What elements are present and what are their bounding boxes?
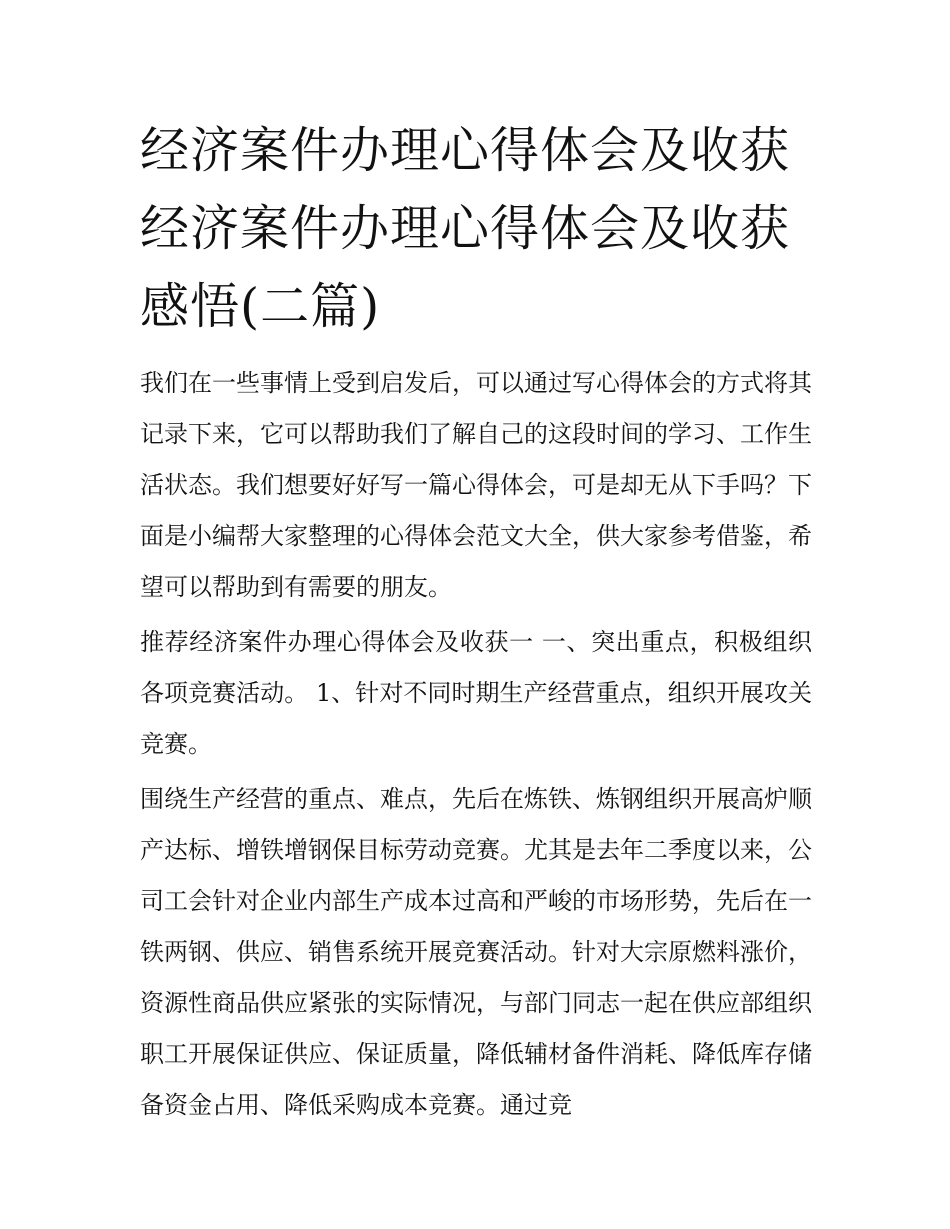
paragraph-competition: 围绕生产经营的重点、难点，先后在炼铁、炼钢组织开展高炉顺产达标、增铁增钢保目标劳动竞赛。尤其是去年二季度以来，公司工会针对企业内部生产成本过高和严峻的市场形势，先后在一铁两钢、供应、销售系统开展竞赛活动。针对大宗原燃料涨价，资源性商品供应紧张的实际情况，与部门同志一起在供应部组织职工开展保证供应、保证质量，降低辅材备件消耗、降低库存储备资金占用、降低采购成本竞赛。通过竞	[140, 785, 812, 1119]
document-title: 经济案件办理心得体会及收获经济案件办理心得体会及收获感悟(二篇)	[140, 122, 791, 335]
paragraph-intro: 我们在一些事情上受到启发后，可以通过写心得体会的方式将其记录下来，它可以帮助我们了解自己的这段时间的学习、工作生活状态。我们想要好好写一篇心得体会，可是却无从下手吗？下面是小编帮大家整理的心得体会范文大全，供大家参考借鉴，希望可以帮助到有需要的朋友。	[140, 369, 812, 601]
paragraph-recommendation: 推荐经济案件办理心得体会及收获一 一、突出重点，积极组织各项竞赛活动。 1、针对不同时期生产经营重点，组织开展攻关竞赛。	[140, 628, 812, 758]
document-page	[140, 112, 812, 1135]
